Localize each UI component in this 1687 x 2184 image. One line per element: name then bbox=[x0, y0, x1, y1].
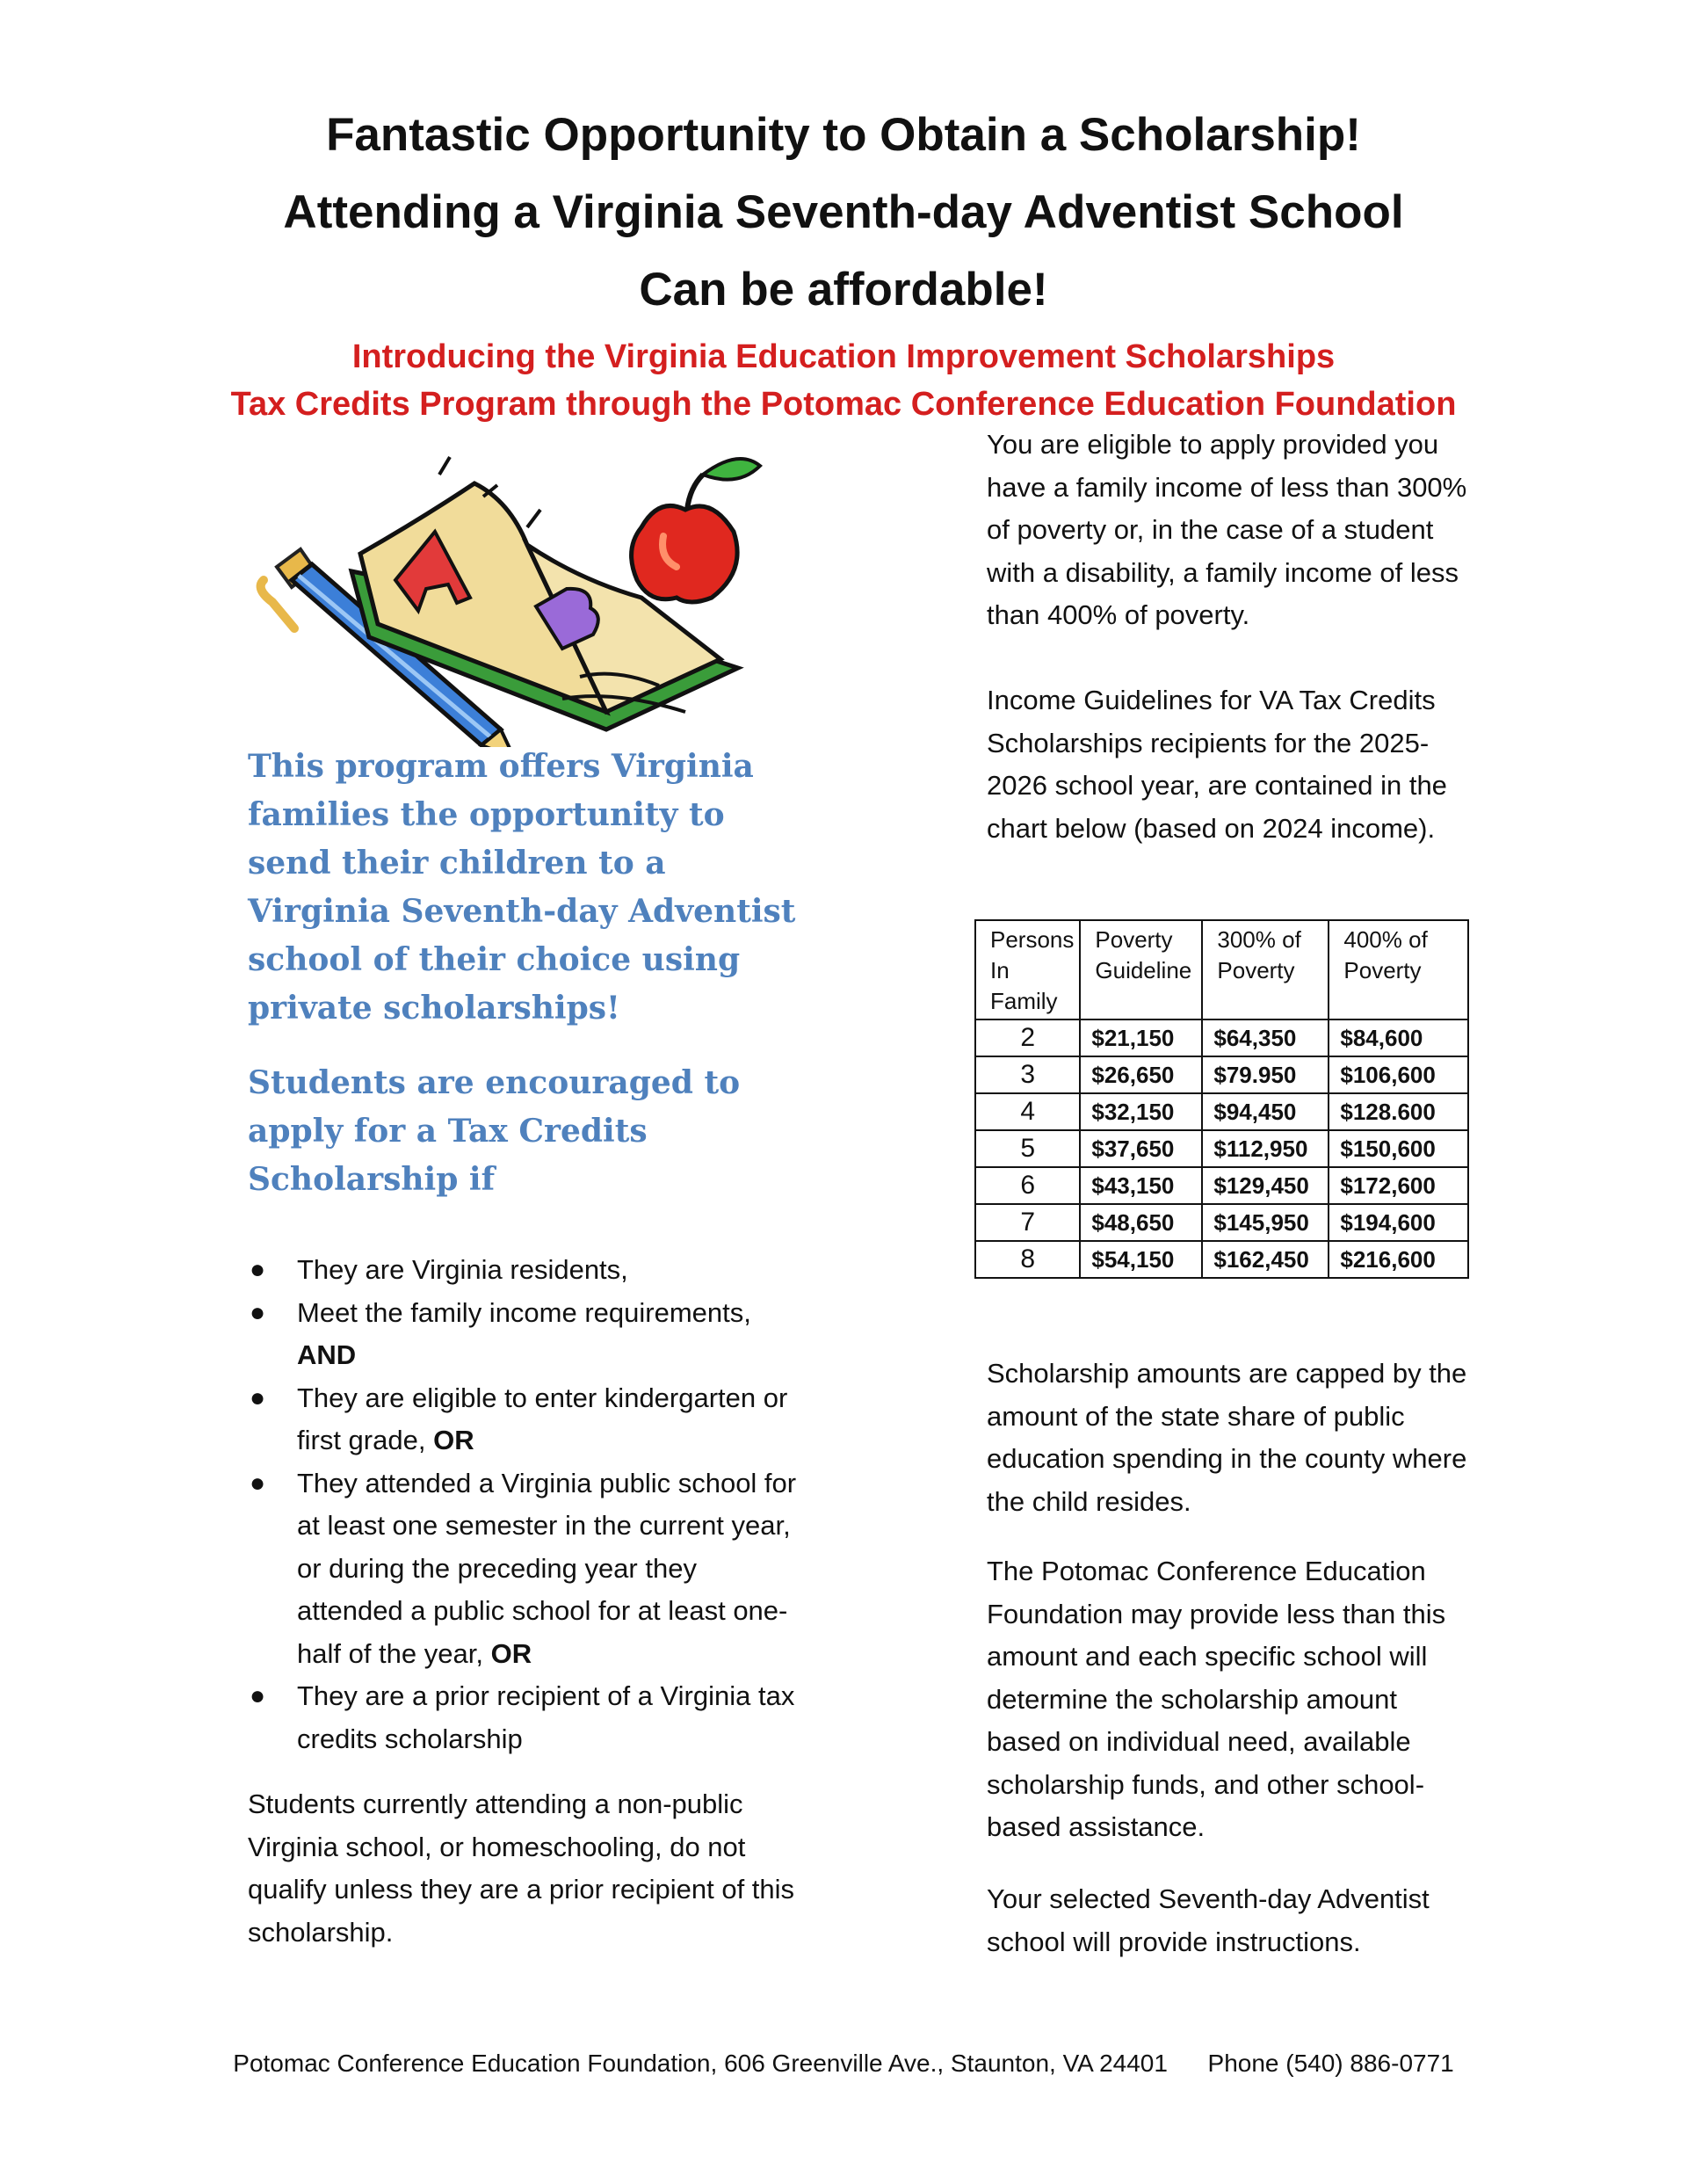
footer-phone: Phone (540) 886-0771 bbox=[1207, 2050, 1454, 2077]
apple-icon bbox=[632, 459, 760, 602]
footer-address: Potomac Conference Education Foundation, 606 Greenville Ave., Staunton, VA 24401 bbox=[233, 2050, 1168, 2077]
school-clipart bbox=[246, 448, 844, 747]
list-item: ● They are eligible to enter kindergarten or first grade, OR bbox=[248, 1377, 810, 1462]
instructions-note: Your selected Seventh-day Adventist school will provide instructions. bbox=[987, 1883, 1430, 1957]
eligibility-bullets bbox=[248, 1249, 810, 1760]
cap-note: Scholarship amounts are capped by the amount of the state share of public education spending in the county where the child resides. bbox=[987, 1358, 1467, 1517]
title-line-3: Can be affordable! bbox=[639, 264, 1048, 316]
table-row: 5 $37,650 $112,950 $150,600 bbox=[975, 1130, 1468, 1167]
subtitle-line-1: Introducing the Virginia Education Improvement Scholarships bbox=[351, 338, 1336, 375]
table-header-row bbox=[975, 920, 1468, 1019]
bullet-icon: ● bbox=[250, 1382, 266, 1412]
bullet-icon: ● bbox=[250, 1255, 266, 1284]
list-item: ● Meet the family income requirements, bbox=[248, 1292, 810, 1335]
list-item: ● They are Virginia residents, bbox=[248, 1249, 810, 1292]
eligibility-paragraph: You are eligible to apply provided you have a family income of less than 300% of poverty or, in the case of a student with a disability, a family income of less than 400% of poverty. bbox=[987, 429, 1467, 630]
and-connector: AND bbox=[297, 1339, 357, 1370]
bullet-icon: ● bbox=[250, 1297, 266, 1327]
program-intro: This program offers Virginia families the opportunity to send their children to a Virginia Seventh-day Adventist school of their choice using private scholarships! bbox=[248, 748, 796, 1027]
encourage-heading: Students are encouraged to apply for a Tax Credits Scholarship if bbox=[248, 1064, 741, 1198]
table-row: 3 $26,650 $79.950 $106,600 bbox=[975, 1056, 1468, 1093]
guidelines-intro: Income Guidelines for VA Tax Credits Scholarships recipients for the 2025-2026 school year, are contained in the chart below (based on 2024 income). bbox=[987, 685, 1447, 844]
foundation-note: The Potomac Conference Education Foundation may provide less than this amount and each specific school will determine the scholarship amount based on individual need, available scholarship funds, and other school-based assistance. bbox=[987, 1556, 1446, 1842]
or-connector: OR bbox=[433, 1425, 474, 1455]
header-persons: Persons In Family bbox=[975, 920, 1080, 1019]
table-row: 4 $32,150 $94,450 $128.600 bbox=[975, 1093, 1468, 1130]
title-line-1: Fantastic Opportunity to Obtain a Scholarship! bbox=[326, 109, 1361, 161]
table-row: 6 $43,150 $129,450 $172,600 bbox=[975, 1167, 1468, 1204]
list-item: ● They attended a Virginia public school for at least one semester in the current year, or during the preceding year they attended a public school for at least one-half of the year, OR bbox=[248, 1462, 810, 1676]
income-guidelines-table bbox=[974, 919, 1469, 1279]
header-300: 300% of Poverty bbox=[1202, 920, 1329, 1019]
header-poverty: Poverty Guideline bbox=[1080, 920, 1202, 1019]
footer bbox=[0, 2046, 1687, 2081]
table-row: 2 $21,150 $64,350 $84,600 bbox=[975, 1019, 1468, 1056]
bullet-icon: ● bbox=[250, 1468, 266, 1498]
bullet-icon: ● bbox=[250, 1681, 266, 1710]
table-row: 7 $48,650 $145,950 $194,600 bbox=[975, 1204, 1468, 1241]
list-item: ● They are a prior recipient of a Virginia tax credits scholarship bbox=[248, 1675, 810, 1760]
table-row: 8 $54,150 $162,450 $216,600 bbox=[975, 1241, 1468, 1278]
or-connector: OR bbox=[490, 1637, 532, 1669]
non-public-note: Students currently attending a non-public Virginia school, or homeschooling, do not qualify unless they are a prior recipient of this scholarship. bbox=[248, 1789, 795, 1948]
subtitle-line-2: Tax Credits Program through the Potomac Conference Education Foundation bbox=[230, 386, 1457, 423]
title-line-2: Attending a Virginia Seventh-day Adventist School bbox=[283, 186, 1404, 238]
header-400: 400% of Poverty bbox=[1329, 920, 1468, 1019]
